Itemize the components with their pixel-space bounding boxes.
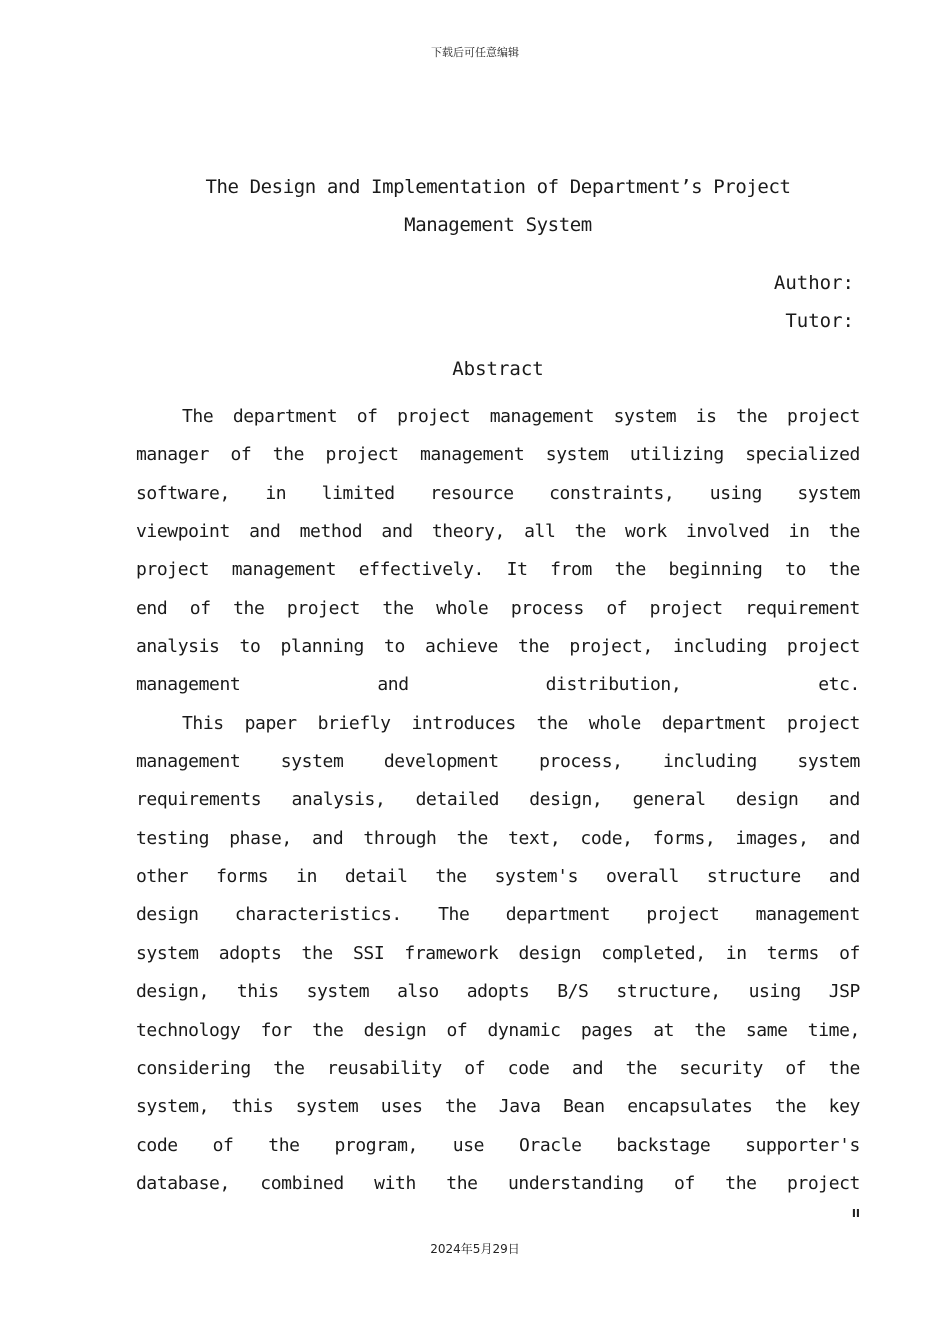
- body-line: manager of the project management system utilizing specialized: [136, 444, 860, 466]
- document-title: [136, 168, 860, 245]
- body-line: design characteristics. The department project management: [136, 904, 860, 926]
- body-line: considering the reusability of code and the security of the: [136, 1057, 860, 1079]
- body-line: management system development process, including system: [136, 751, 860, 773]
- body-line: other forms in detail the system's overall structure and: [136, 866, 860, 888]
- author-label: Author:: [773, 272, 854, 294]
- tutor-label: Tutor:: [785, 310, 854, 332]
- body-line: end of the project the whole process of project requirement: [136, 597, 860, 619]
- body-line: system, this system uses the Java Bean encapsulates the key: [136, 1096, 860, 1118]
- body-line: requirements analysis, detailed design, general design and: [136, 789, 860, 811]
- body-line: software, in limited resource constraints, using system: [136, 482, 860, 504]
- title-line-2: Management System: [404, 214, 592, 237]
- header-note: 下载后可任意编辑: [431, 46, 519, 59]
- abstract-heading: Abstract: [452, 358, 544, 380]
- page-number: II: [851, 1207, 860, 1220]
- body-line: database, combined with the understanding of the project: [136, 1172, 860, 1194]
- body-line: viewpoint and method and theory, all the work involved in the: [136, 521, 860, 543]
- body-line: The department of project management system is the project: [182, 406, 860, 427]
- body-line: project management effectively. It from the beginning to the: [136, 559, 860, 581]
- body-line: This paper briefly introduces the whole department project: [182, 712, 860, 734]
- abstract-body: [136, 398, 860, 1203]
- footer-date: 2024年5月29日: [430, 1242, 520, 1256]
- body-line: management and distribution, etc.: [136, 674, 860, 696]
- body-line: system adopts the SSI framework design completed, in terms of: [136, 942, 860, 964]
- body-line: code of the program, use Oracle backstage supporter's: [136, 1134, 860, 1156]
- body-line: analysis to planning to achieve the project, including project: [136, 636, 860, 658]
- body-line: technology for the design of dynamic pages at the same time,: [136, 1019, 860, 1041]
- body-line: design, this system also adopts B/S structure, using JSP: [136, 981, 860, 1003]
- title-line-1: The Design and Implementation of Department’s Project: [205, 176, 791, 198]
- body-line: testing phase, and through the text, code, forms, images, and: [136, 827, 860, 849]
